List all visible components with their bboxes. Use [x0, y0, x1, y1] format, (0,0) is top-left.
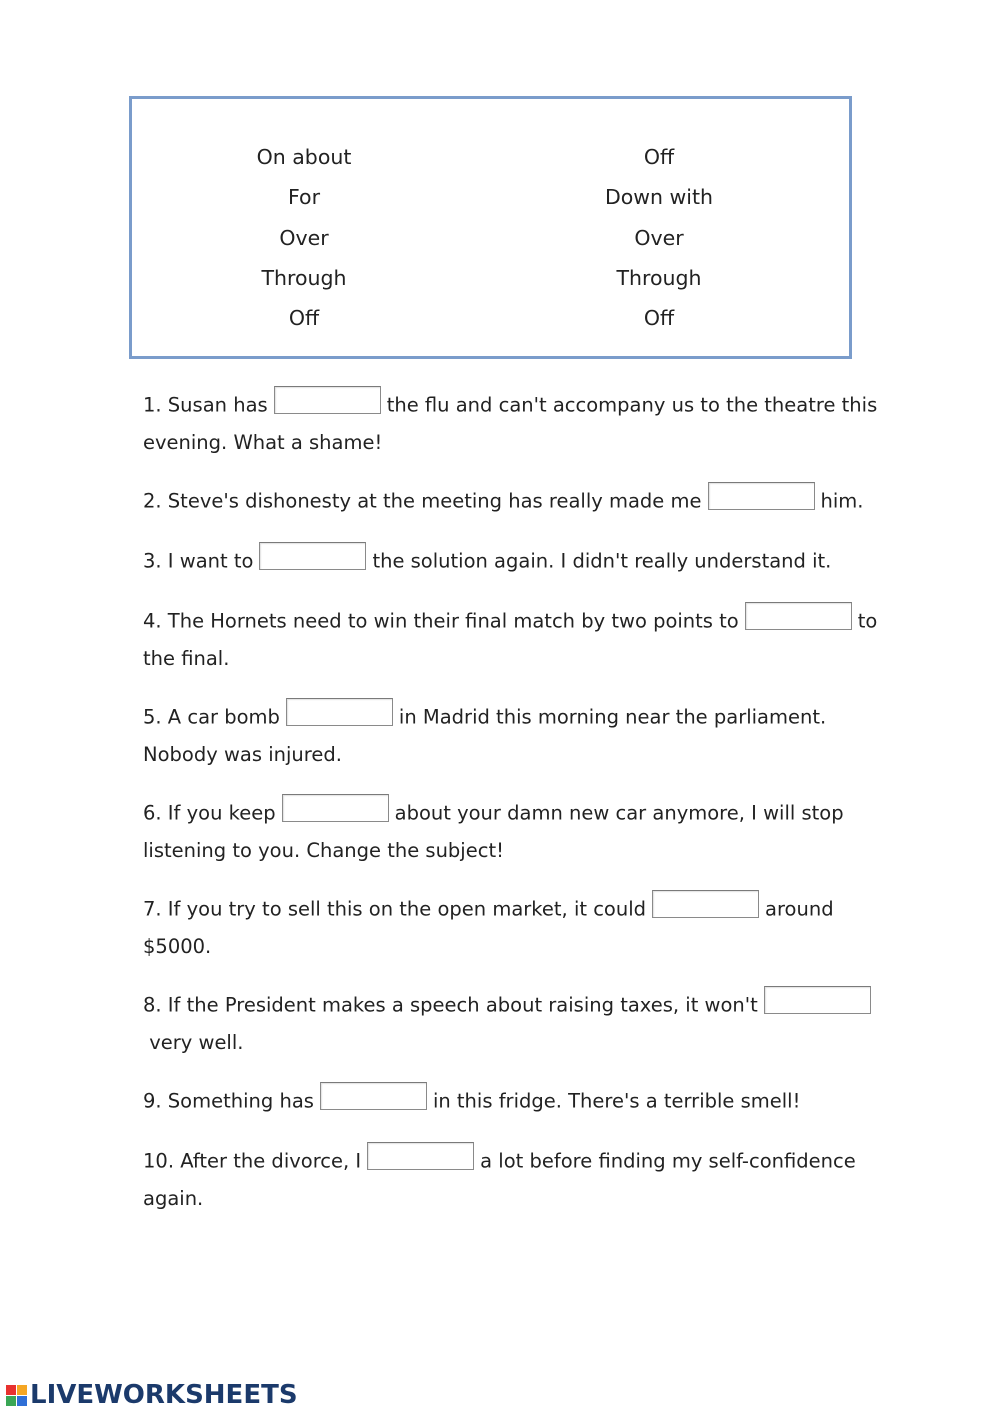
word-bank-item: Down with — [604, 185, 714, 210]
sentence-text-after: a lot before finding my self-confidence again. — [143, 1149, 856, 1210]
sentence-text-before: 8. If the President makes a speech about raising taxes, it won't — [143, 993, 758, 1017]
logo-text: LIVEWORKSHEETS — [30, 1380, 298, 1410]
exercise-sentence-6 — [143, 794, 903, 869]
answer-input-3[interactable] — [259, 542, 366, 570]
sentence-text-after: him. — [820, 489, 864, 513]
sentence-text-before: 10. After the divorce, I — [143, 1149, 362, 1173]
answer-input-8[interactable] — [764, 986, 871, 1014]
answer-input-7[interactable] — [652, 890, 759, 918]
sentence-text-before: 1. Susan has — [143, 393, 268, 417]
word-bank-item: Through — [616, 265, 702, 290]
logo-square — [6, 1396, 16, 1406]
answer-input-9[interactable] — [320, 1082, 427, 1110]
answer-input-1[interactable] — [274, 386, 381, 414]
exercise-sentence-1 — [143, 386, 913, 461]
logo-square — [17, 1385, 27, 1395]
exercise-sentence-5 — [143, 698, 883, 773]
sentence-text-after: in this fridge. There's a terrible smell! — [432, 1089, 801, 1113]
word-bank-box — [129, 96, 852, 359]
exercise-sentence-10 — [143, 1142, 903, 1217]
answer-input-6[interactable] — [282, 794, 389, 822]
answer-input-4[interactable] — [745, 602, 852, 630]
word-bank-item: Over — [279, 225, 329, 250]
answer-input-10[interactable] — [367, 1142, 474, 1170]
word-bank-item: Off — [643, 306, 675, 331]
sentence-text-after: very well. — [143, 1030, 244, 1054]
word-bank-item: Over — [634, 225, 684, 250]
logo-square — [17, 1396, 27, 1406]
sentence-text-before: 6. If you keep — [143, 801, 276, 825]
sentence-text-after: to the final. — [143, 609, 878, 670]
word-bank-item: On about — [256, 145, 352, 169]
exercise-sentence-8 — [143, 986, 913, 1061]
word-bank-item: Off — [288, 306, 320, 331]
exercise-sentence-7 — [143, 890, 903, 965]
sentence-text-after: the solution again. I didn't really understand it. — [372, 549, 832, 573]
word-bank-item: Off — [643, 145, 675, 169]
sentence-text-after: about your damn new car anymore, I will stop listening to you. Change the subject! — [143, 801, 844, 862]
sentence-text-before: 4. The Hornets need to win their final match by two points to — [143, 609, 739, 633]
answer-input-2[interactable] — [708, 482, 815, 510]
logo-square — [6, 1385, 16, 1395]
sentence-text-after: in Madrid this morning near the parliament. Nobody was injured. — [143, 705, 827, 766]
sentence-text-before: 5. A car bomb — [143, 705, 280, 729]
exercise-sentence-4 — [143, 602, 913, 677]
word-bank-item: For — [287, 185, 321, 210]
sentence-text-before: 7. If you try to sell this on the open market, it could — [143, 897, 647, 921]
word-bank-right-column — [559, 137, 759, 338]
word-bank-item: Through — [261, 265, 347, 290]
exercise-sentence-9 — [143, 1082, 923, 1120]
sentence-text-before: 9. Something has — [143, 1089, 314, 1113]
word-bank-left-column — [204, 137, 404, 338]
exercise-sentence-2 — [143, 482, 923, 520]
sentence-text-after: the flu and can't accompany us to the theatre this evening. What a shame! — [143, 393, 878, 454]
liveworksheets-logo[interactable] — [6, 1380, 298, 1410]
sentence-text-before: 3. I want to — [143, 549, 254, 573]
liveworksheets-logo-icon — [6, 1385, 27, 1406]
sentence-text-before: 2. Steve's dishonesty at the meeting has really made me — [143, 489, 702, 513]
answer-input-5[interactable] — [286, 698, 393, 726]
sentence-text-after: around $5000. — [143, 897, 834, 958]
exercise-sentence-3 — [143, 542, 923, 580]
